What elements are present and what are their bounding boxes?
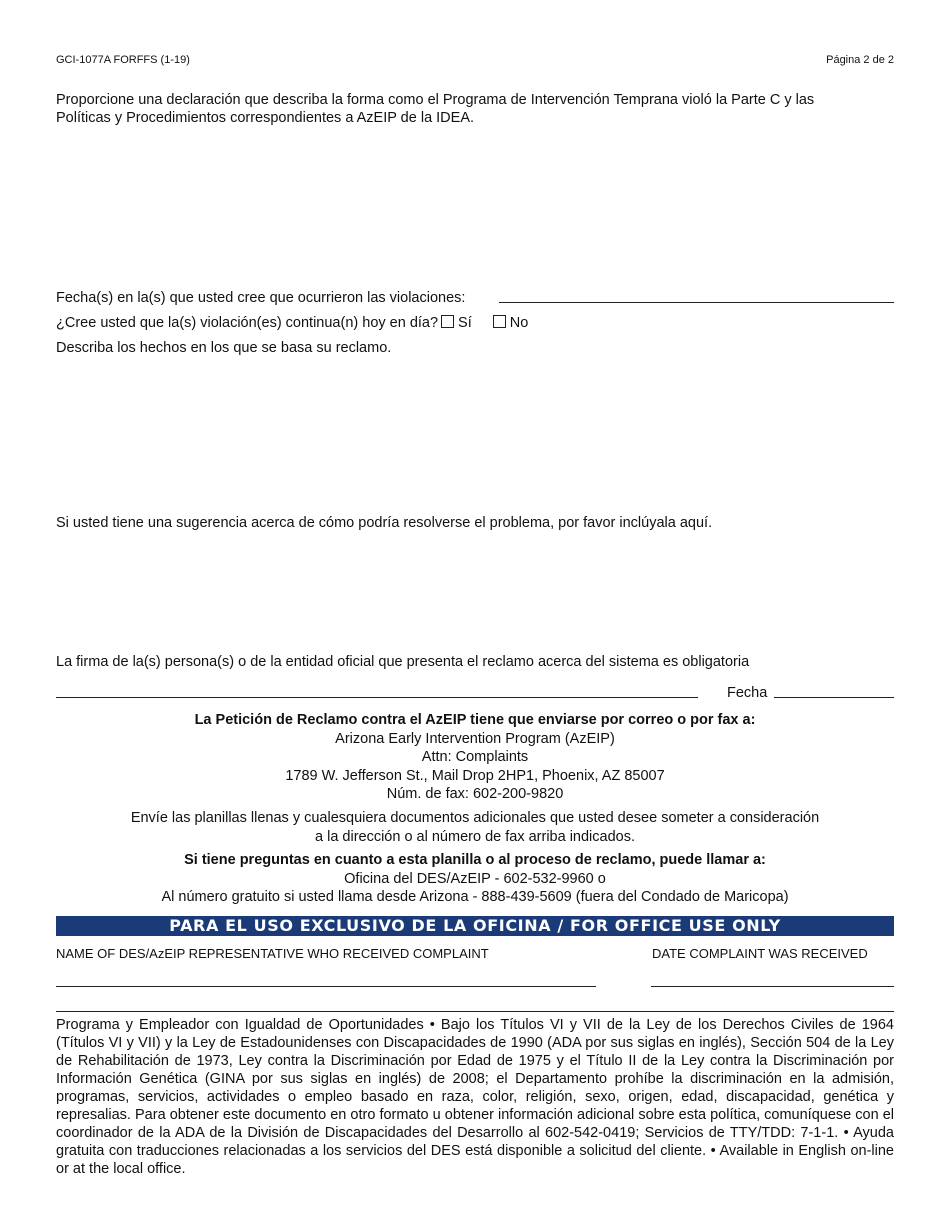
yes-checkbox[interactable] xyxy=(441,315,454,328)
mailing-program: Arizona Early Intervention Program (AzEIP) xyxy=(335,730,615,747)
facts-input-area[interactable] xyxy=(56,360,894,510)
signature-label: La firma de la(s) persona(s) o de la entidad oficial que presenta el reclamo acerca del sistema es obligatoria xyxy=(56,654,750,670)
page-number: Página 2 de 2 xyxy=(826,54,894,66)
rep-label: NAME OF DES/AzEIP REPRESENTATIVE WHO RECEIVED COMPLAINT xyxy=(56,946,489,961)
yes-label: Sí xyxy=(458,315,472,331)
form-id: GCI-1077A FORFFS (1-19) xyxy=(56,54,190,66)
footer-notice: Programa y Empleador con Igualdad de Oportunidades • Bajo los Títulos VI y VII de la Ley de los Derechos Civiles de 1964 (Títulos VI y VII) y la Ley de Estadounidenses con Discapacidades de 1990 (ADA por sus siglas en inglés), Sección 504 de la Ley de Rehabilitación de 1973, Ley contra la Discriminación por Edad de 1975 y el Título II de la Ley contra la Discriminación por Información Genética (GINA por sus siglas en inglés) de 2008; el Departamento prohíbe la discriminación en la admisión, programas, servicios, actividades o empleo basado en raza, color, religión, sexo, origen, edad, discapacidad, genética y represalias. Para obtener este documento en otro formato u obtener información adicional sobre esta política, comuníquese con el coordinador de la ADA de la División de Discapacidades del Desarrollo al 602-542-0419; Servicios de TTY/TDD: 7-1-1. • Ayuda gratuita con traducciones relacionadas a los servicios del DES está disponible a solicitud del cliente. • Available in English on-line or at the local office. xyxy=(56,1017,894,1177)
dates-label: Fecha(s) en la(s) que usted cree que ocurrieron las violaciones: xyxy=(56,290,466,306)
signature-date-label: Fecha xyxy=(727,685,768,701)
no-checkbox[interactable] xyxy=(493,315,506,328)
questions-block xyxy=(56,851,894,907)
continuing-question: ¿Cree usted que la(s) violación(es) continua(n) hoy en día? xyxy=(56,315,439,331)
suggestion-label: Si usted tiene una sugerencia acerca de cómo podría resolverse el problema, por favor inclúyala aquí. xyxy=(56,515,713,531)
mailing-heading: La Petición de Reclamo contra el AzEIP tiene que enviarse por correo o por fax a: xyxy=(194,712,756,728)
no-label: No xyxy=(509,315,529,331)
mailing-attn: Attn: Complaints xyxy=(421,749,529,766)
signature-date-field[interactable] xyxy=(774,697,894,698)
mailing-fax: Núm. de fax: 602-200-9820 xyxy=(386,786,564,803)
date-received-field[interactable] xyxy=(651,986,894,987)
suggestion-input-area[interactable] xyxy=(56,536,894,646)
send-note-line1: Envíe las planillas llenas y cualesquiera documentos adicionales que usted desee someter a consideración xyxy=(130,810,820,826)
send-note xyxy=(56,809,894,846)
questions-heading: Si tiene preguntas en cuanto a esta planilla o al proceso de reclamo, puede llamar a: xyxy=(184,852,766,868)
continuing-question-row xyxy=(56,314,528,332)
mailing-block xyxy=(56,711,894,804)
questions-toll-free: Al número gratuito si usted llama desde Arizona - 888-439-5609 (fuera del Condado de Maricopa) xyxy=(161,889,789,906)
questions-office: Oficina del DES/AzEIP - 602-532-9960 o xyxy=(344,870,606,887)
date-received-label: DATE COMPLAINT WAS RECEIVED xyxy=(652,946,868,961)
statement-prompt xyxy=(56,91,896,127)
rep-name-field[interactable] xyxy=(56,986,596,987)
office-use-banner: PARA EL USO EXCLUSIVO DE LA OFICINA / FOR OFFICE USE ONLY xyxy=(56,916,894,936)
mailing-address: 1789 W. Jefferson St., Mail Drop 2HP1, Phoenix, AZ 85007 xyxy=(285,767,665,784)
statement-prompt-line1: Proporcione una declaración que describa la forma como el Programa de Intervención Temprana violó la Parte C y las xyxy=(56,92,815,108)
footer-divider xyxy=(56,1011,894,1012)
statement-prompt-line2: Políticas y Procedimientos correspondientes a AzEIP de la IDEA. xyxy=(56,110,475,126)
signature-field[interactable] xyxy=(56,697,698,698)
dates-field[interactable] xyxy=(499,302,894,303)
statement-input-area[interactable] xyxy=(56,130,894,280)
send-note-line2: a la dirección o al número de fax arriba indicados. xyxy=(315,828,635,845)
facts-label: Describa los hechos en los que se basa su reclamo. xyxy=(56,340,392,356)
